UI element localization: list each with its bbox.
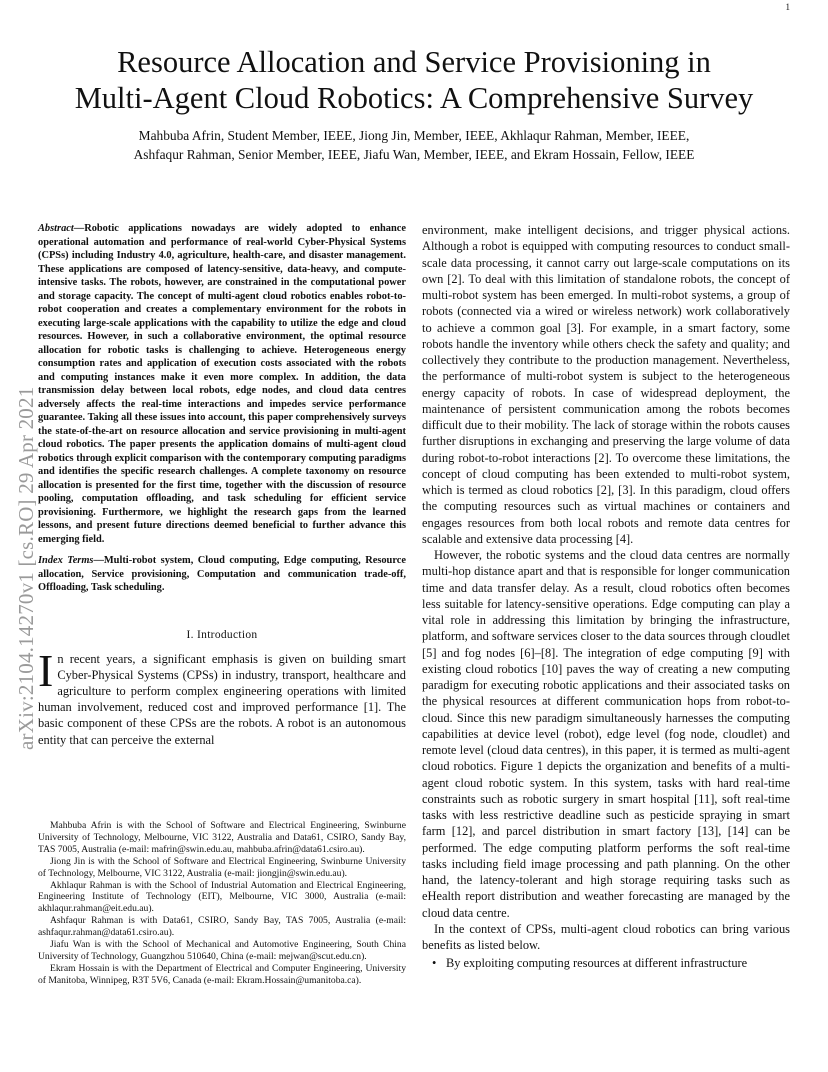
arxiv-id: arXiv:2104.14270v1 [cs.RO] 29 Apr 2021 xyxy=(14,386,38,750)
title-line-1: Resource Allocation and Service Provisioning in xyxy=(117,45,711,79)
footnote: Akhlaqur Rahman is with the School of Industrial Automation and Electrical Engineering, Engineering Institute of Technology (EIT), Melbourne, VIC 3000, Australia (e-mail: akhlaqur.rahman@eit.edu.au). xyxy=(38,879,406,915)
paper-title xyxy=(0,44,828,116)
left-column xyxy=(38,222,406,748)
title-line-2: Multi-Agent Cloud Robotics: A Comprehensive Survey xyxy=(74,81,754,115)
index-terms xyxy=(38,554,406,595)
page-number: 1 xyxy=(785,2,790,12)
index-terms-lead: Index Terms xyxy=(38,555,94,566)
right-column xyxy=(422,222,790,972)
section-heading: I. Introduction xyxy=(186,628,258,641)
intro-paragraph xyxy=(38,644,406,748)
paragraph: environment, make intelligent decisions, and trigger physical actions. Although a robot is equipped with computing resources to conduct small-scale data processing, it cannot carry out large-scale computations on its own [2]. To deal with this limitation of standalone robots, the concept of multi-robot system has been emerged. In multi-robot systems, a group of robots (connected via a wired or wireless network) work collaboratively to achieve a common goal [3]. For example, in a smart factory, some robots handle the inventory while others check the safety and quality; and collectively they contribute to the production management. Nevertheless, the performance of multi-robot system is subject to the heterogeneous energy capacity of robots. In case of widespread deployment, the maintenance of persistent communication among the robots becomes difficult due to their mobility. The lack of storage within the robots causes further disruptions in exchanging and preserving the large volume of data during robot-to-robot interactions [2]. To overcome these limitations, the concept of cloud computing has been extended to multi-robot system, which is termed as cloud robotics [2], [3]. In this paradigm, cloud offers the computing resources such as virtual machines or containers and engages resources from both local robots and remote data centres for scalable and extensive data processing [4]. xyxy=(422,223,790,546)
body-text xyxy=(422,222,790,953)
bullet-dot: • xyxy=(432,956,437,971)
intro-text: n recent years, a significant emphasis is given on building smart Cyber-Physical Systems (CPSs) in industry, transport, healthcare and agriculture to perform complex engineering operations with limited human involvement, reduced cost and improved performance [1]. The basic component of these CPSs are the robots. A robot is an autonomous entity that can perceive the external xyxy=(38,651,406,747)
abstract-text: —Robotic applications nowadays are widely adopted to enhance operational automation and performance of real-world Cyber-Physical Systems (CPSs) including Industry 4.0, agriculture, health-care, and disaster management. These applications are composed of latency-sensitive, data-heavy, and compute-intensive tasks. The robots, however, are constrained in the computational power and storage capacity. The concept of multi-agent cloud robotics enables robot-to-robot cooperation and creates a complementary environment for the robots in executing large-scale applications with the capability to utilize the edge and cloud resources. However, in such a collaborative environment, the optimal resource allocation for robotic tasks is challenging to achieve. Heterogeneous energy consumption rates and application of execution costs associated with the robots and computing instances make it even more complex. In addition, the data transmission delay between local robots, edge nodes, and cloud data centres adversely affects the real-time interactions and impedes service performance guarantee. Taking all these issues into account, this paper comprehensively surveys the state-of-the-art on resource allocation and service provisioning in multi-agent cloud robotics. The paper presents the application domains of multi-agent cloud robotics through explicit comparison with the contemporary computing paradigms and identifies the specific research challenges. A complete taxonomy on resource allocation is presented for the first time, together with the discussion of resource pooling, computation offloading, and task scheduling for efficient service provisioning. Furthermore, we highlight the research gaps from the learned lessons, and present future directions deemed beneficial to further advance this emerging field. xyxy=(38,223,406,545)
author-list xyxy=(40,126,788,164)
author-line-1: Mahbuba Afrin, Student Member, IEEE, Jiong Jin, Member, IEEE, Akhlaqur Rahman, Member, IEEE, xyxy=(138,128,690,143)
drop-cap: I xyxy=(38,644,54,696)
footnote: Ashfaqur Rahman is with Data61, CSIRO, Sandy Bay, TAS 7005, Australia (e-mail: ashfaqur.rahman@data61.csiro.au). xyxy=(38,915,406,939)
abstract-lead: Abstract xyxy=(38,223,74,234)
author-line-2: Ashfaqur Rahman, Senior Member, IEEE, Jiafu Wan, Member, IEEE, and Ekram Hossain, Fellow, IEEE xyxy=(133,147,695,162)
footnote: Mahbuba Afrin is with the School of Software and Electrical Engineering, Swinburne University of Technology, Melbourne, VIC 3122, Australia and Data61, CSIRO, Sandy Bay, TAS 7005, Australia (e-mail: mafrin@swin.edu.au, mahbuba.afrin@data61.csiro.au). xyxy=(38,820,406,855)
abstract xyxy=(38,222,406,546)
bullet-item xyxy=(422,955,790,971)
index-terms-text: —Multi-robot system, Cloud computing, Edge computing, Resource allocation, Service provisioning, Computation and communication trade-off, Offloading, Task scheduling. xyxy=(38,555,406,593)
footnote: Jiong Jin is with the School of Software and Electrical Engineering, Swinburne University of Technology, Melbourne, VIC 3122, Australia (e-mail: jiongjin@swin.edu.au). xyxy=(38,855,406,879)
bullet-text: By exploiting computing resources at different infrastructure xyxy=(446,956,748,971)
author-footnotes xyxy=(38,820,406,987)
footnote: Ekram Hossain is with the Department of Electrical and Computer Engineering, University of Manitoba, Winnipeg, R3T 5V6, Canada (e-mail: Ekram.Hossain@umanitoba.ca). xyxy=(38,962,406,986)
paragraph: However, the robotic systems and the cloud data centres are normally multi-hop distance apart and that is responsible for longer communication time and data transfer delay. As a result, cloud robotics often becomes less suitable for latency-sensitive operations. Edge computing can play a vital role in addressing this limitation by bringing the infrastructure, platform, and software services closer to the data sources through cloudlet [5] and fog nodes [6]–[8]. The integration of edge computing [9] with existing cloud robotics [10] paves the way of creating a new computing paradigm for executing robotic applications and their associated tasks on the physical resources at different communication hops from robot-to-cloud. Since this new paradigm simultaneously harnesses the computing capabilities at device level (robot), edge level (fog node, cloudlet) and remote level (cloud data centres), in this paper, it is termed as multi-agent cloud robotics. Figure 1 depicts the organization and benefits of a multi-agent cloud robotic system. In this system, tasks with hard real-time constraints such as robotic surgery in smart hospital [11], soft real-time tasks with less restrictive deadline such as pesticide spraying in smart farm [12], and parcel distribution in smart factory [13], [14] can be performed. The edge computing platform performs the soft real-time tasks including field image processing and path planning. On the other hand, the latency-tolerant and high storage requiring tasks such as eHealth report distribution and weather forecasting are managed by the cloud data centre. xyxy=(422,548,790,920)
paragraph: In the context of CPSs, multi-agent cloud robotics can bring various benefits as listed below. xyxy=(422,921,790,952)
footnote: Jiafu Wan is with the School of Mechanical and Automotive Engineering, South China University of Technology, Guangzhou 510640, China (e-mail: mejwan@scut.edu.cn). xyxy=(38,939,406,962)
